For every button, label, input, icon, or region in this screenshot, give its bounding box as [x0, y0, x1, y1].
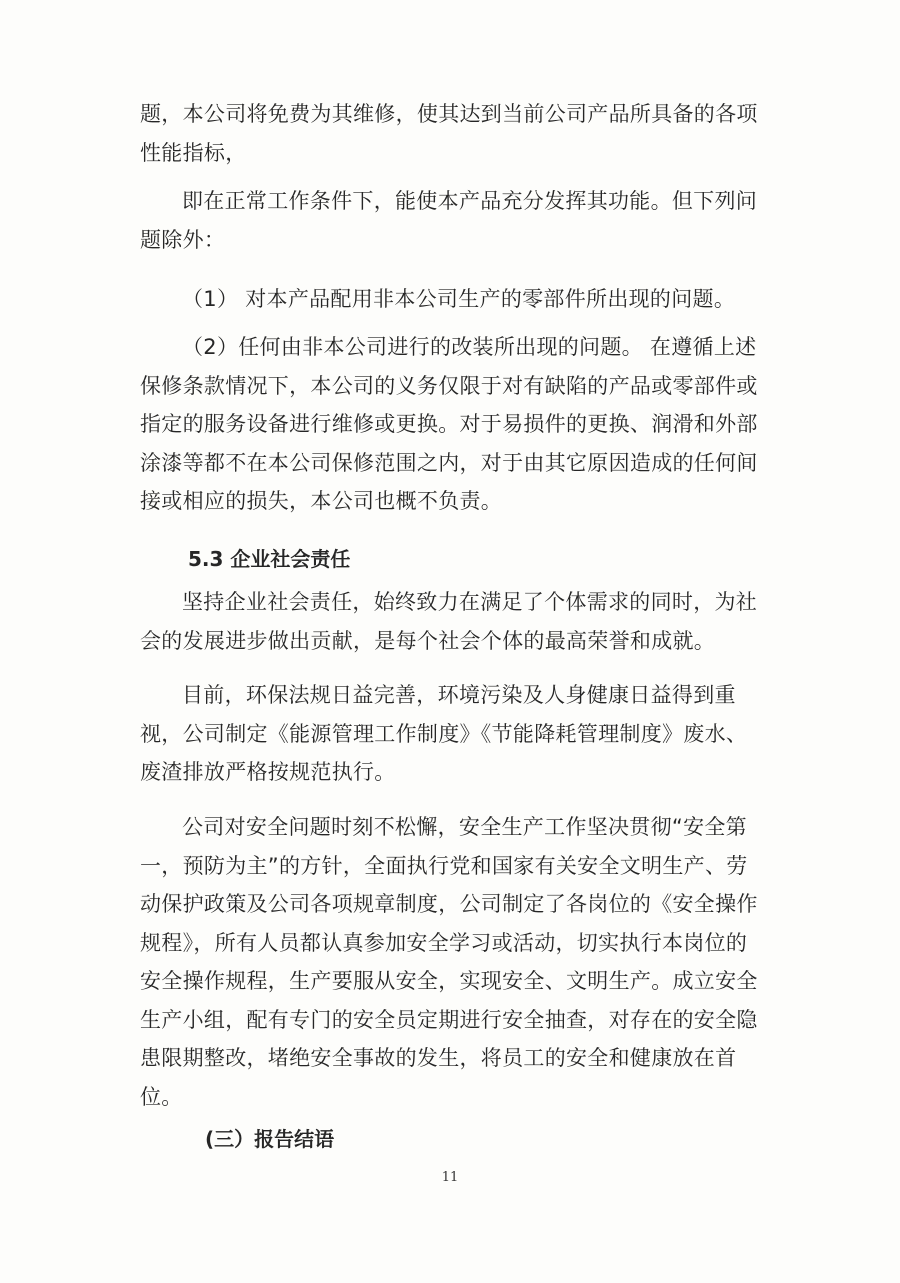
text-line: 位。: [140, 1084, 183, 1109]
paragraph-exception-1: [140, 280, 790, 319]
text-line: 接或相应的损失，本公司也概不负责。: [140, 489, 503, 513]
text-line: 视，公司制定《能源管理工作制度》《节能降耗管理制度》废水、: [140, 721, 748, 746]
text-line: 指定的服务设备进行维修或更换。对于易损件的更换、润滑和外部: [140, 412, 758, 436]
paragraph-environmental: [140, 676, 790, 792]
text-line: 公司对安全问题时刻不松懈，安全生产工作坚决贯彻“安全第: [182, 815, 747, 839]
text-line: 性能指标，: [140, 140, 247, 165]
paragraph-safety: [140, 808, 790, 1116]
text-line: 安全操作规程，生产要服从安全，实现安全、文明生产。成立安全: [140, 969, 758, 993]
section-heading-report-conclusion: (三）报告结语: [205, 1127, 335, 1151]
paragraph-exception-2: [140, 328, 790, 521]
text-line: 动保护政策及公司各项规章制度，公司制定了各岗位的《安全操作: [140, 892, 758, 916]
text-line: 目前，环保法规日益完善，环境污染及人身健康日益得到重: [182, 683, 736, 707]
paragraph-warranty-continuation: [140, 95, 790, 172]
paragraph-social-responsibility: [140, 583, 790, 660]
text-line: （1） 对本产品配用非本公司生产的零部件所出现的问题。: [182, 287, 736, 311]
text-line: 生产小组，配有专门的安全员定期进行安全抽查，对存在的安全隐: [140, 1007, 758, 1032]
text-line: 保修条款情况下，本公司的义务仅限于对有缺陷的产品或零部件或: [140, 373, 758, 398]
text-line: 规程》，所有人员都认真参加安全学习或活动，切实执行本岗位的: [140, 930, 748, 955]
page-number: 11: [441, 1170, 459, 1185]
text-line: 题除外：: [140, 227, 226, 252]
text-line: 患限期整改，堵绝安全事故的发生，将员工的安全和健康放在首: [140, 1046, 737, 1070]
paragraph-exceptions-intro: [140, 182, 790, 259]
text-line: 坚持企业社会责任，始终致力在满足了个体需求的同时，为社: [182, 590, 758, 614]
text-line: 废渣排放严格按规范执行。: [140, 760, 396, 784]
text-line: 即在正常工作条件下，能使本产品充分发挥其功能。但下列问: [182, 189, 758, 213]
text-line: 题，本公司将免费为其维修，使其达到当前公司产品所具备的各项: [140, 102, 758, 126]
text-line: 一，预防为主”的方针，全面执行党和国家有关安全文明生产、劳: [140, 853, 748, 878]
text-line: （2）任何由非本公司进行的改装所出现的问题。 在遵循上述: [182, 335, 757, 359]
text-line: 会的发展进步做出贡献，是每个社会个体的最高荣誉和成就。: [140, 628, 716, 653]
text-line: 涂漆等都不在本公司保修范围之内，对于由其它原因造成的任何间: [140, 450, 758, 475]
section-heading-5-3: 5.3 企业社会责任: [188, 547, 351, 571]
